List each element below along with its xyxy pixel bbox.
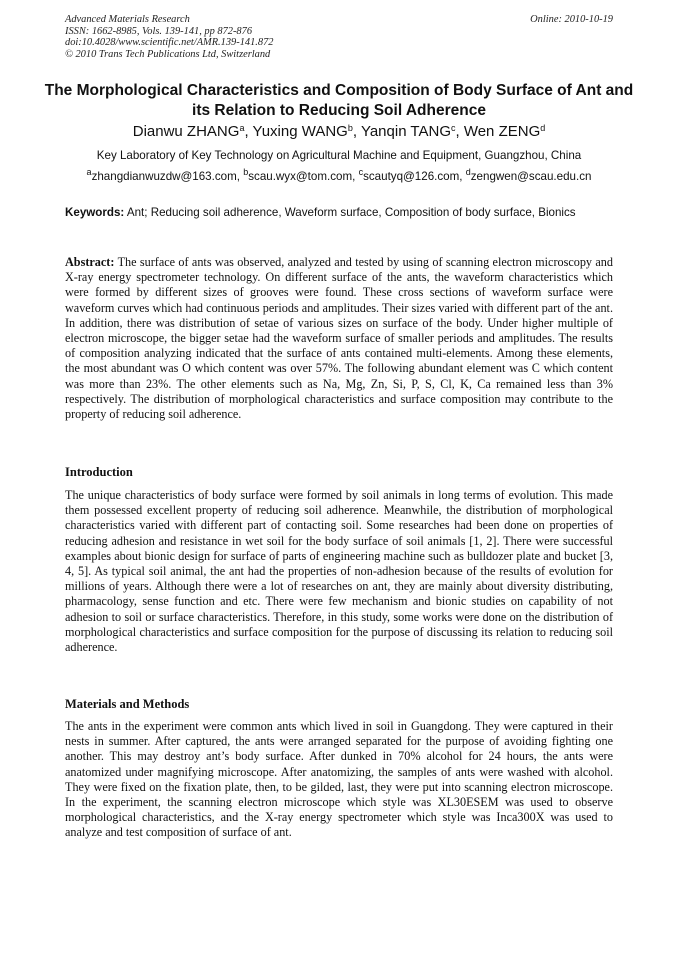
introduction-heading: Introduction <box>65 465 133 479</box>
email-address[interactable]: zhangdianwuzdw@163.com <box>91 170 237 183</box>
methods-text: The ants in the experiment were common ants which lived in soil in Guangdong. They were captured in their nests in summer. After captured, the ants were arranged separated for the purpose of avoiding fighting one another. This may destroy ant’s body surface. After dunked in 70% alcohol for 24 hours, the ants were anatomized under magnifying microscope. After anatomizing, the samples of ants were washed with alcohol. They were fixed on the fixation plate, then, to be gilded, last, they were put into scanning electron microscope. In the experiment, the scanning electron microscope which style was XL30ESEM was used to observe morphological characteristics, and the X-ray energy spectrometer which style was Inca300X was used to analyze and test composition of surface of ant. <box>65 719 613 840</box>
author-sup: d <box>540 123 546 133</box>
author-sup: b <box>347 123 353 133</box>
email-address[interactable]: scau.wyx@tom.com <box>248 170 353 183</box>
abstract <box>65 255 613 422</box>
email-sup: a <box>86 167 92 177</box>
abstract-text: The surface of ants was observed, analyzed and tested by using of scanning electron microscopy and X-ray energy spectrometer technology. On different surface of the ants, the waveform characteristics which were formed by different sizes of grooves were found. These cross sections of waveform surface were waveform curves which had continuous periods and amplitudes. Their sizes varied with different part of the ant. In addition, there was distribution of setae of various sizes on surface of the body. Under higher multiple of electron microscope, the bigger setae had the waveform surface of smaller periods and amplitudes. The results of composition analyzing indicated that the surface of ants contained multi-elements. Among these elements, the most abundant was O which content was over 57%. The following abundant element was C which content was more than 23%. The other elements such as Na, Mg, Zn, Si, P, S, Cl, K, Ca remained less than 3% respectively. The distribution of morphological characteristics and surface composition may contribute to the property of reducing soil adherence. <box>65 255 613 422</box>
keywords <box>65 205 613 221</box>
author-sup: a <box>239 123 245 133</box>
author-name: Yuxing WANG <box>252 123 348 140</box>
journal-header <box>65 14 273 60</box>
paper-title: The Morphological Characteristics and Composition of Body Surface of Ant and its Relation to Reducing Soil Adherence <box>44 82 634 119</box>
online-date: Online: 2010-10-19 <box>530 14 613 25</box>
introduction-text: The unique characteristics of body surface were formed by soil animals in long terms of evolution. This made them possessed excellent property of reducing soil adherence. Meanwhile, the distribution of morphological characteristics varied with different part of contacting soil. Some researches had been done on properties of reducing adhesion and resistance in wet soil for the body surface of soil animals [1, 2]. There were successful examples about bionic design for surface of parts of engineering machine such as bulldozer plate and bucket [3, 4, 5]. As typical soil animal, the ant had the properties of non-adhesion because of the results of evolution for millions of years. Although there were a lot of researches on ant, they are mainly about diversity distributing, pharmacology, sense function and etc. There were few mechanism and bionic studies on capability of not adhesion to soil or surface characteristics. Therefore, in this study, some works were done on the distribution of morphological characteristics and surface composition for the purpose of discussing its relation to reducing soil adherence. <box>65 488 613 655</box>
keywords-text: Ant; Reducing soil adherence, Waveform surface, Composition of body surface, Bionics <box>126 206 576 219</box>
author-name: Dianwu ZHANG <box>132 123 240 140</box>
author-sup: c <box>450 123 456 133</box>
author-list: Dianwu ZHANG$^a$, Yuxing WANG$^b$, Yanqin TANG$^c$, Wen ZENG$^d$ <box>132 123 546 140</box>
email-list: $^a$zhangdianwuzdw@163.com, $^b$scau.wyx@tom.com, $^c$scautyq@126.com, $^d$zengwen@scau.edu.cn <box>86 167 592 183</box>
keywords-label: Keywords: <box>65 206 125 219</box>
author-name: Wen ZENG <box>463 123 541 140</box>
journal-issn: ISSN: 1662-8985, Vols. 139-141, pp 872-876 <box>65 25 253 37</box>
email-sup: d <box>465 167 471 177</box>
journal-doi: doi:10.4028/www.scientific.net/AMR.139-141.872 <box>65 37 274 49</box>
affiliation: Key Laboratory of Key Technology on Agricultural Machine and Equipment, Guangzhou, China <box>96 149 582 162</box>
email-address[interactable]: scautyq@126.com <box>363 170 460 183</box>
email-address[interactable]: zengwen@scau.edu.cn <box>470 170 592 183</box>
email-sup: b <box>243 167 249 177</box>
abstract-label: Abstract: <box>65 255 115 269</box>
journal-name: Advanced Materials Research <box>65 14 190 25</box>
journal-copyright: © 2010 Trans Tech Publications Ltd, Switzerland <box>65 48 271 60</box>
methods-heading: Materials and Methods <box>65 697 190 711</box>
author-name: Yanqin TANG <box>360 123 451 140</box>
email-sup: c <box>358 167 364 177</box>
